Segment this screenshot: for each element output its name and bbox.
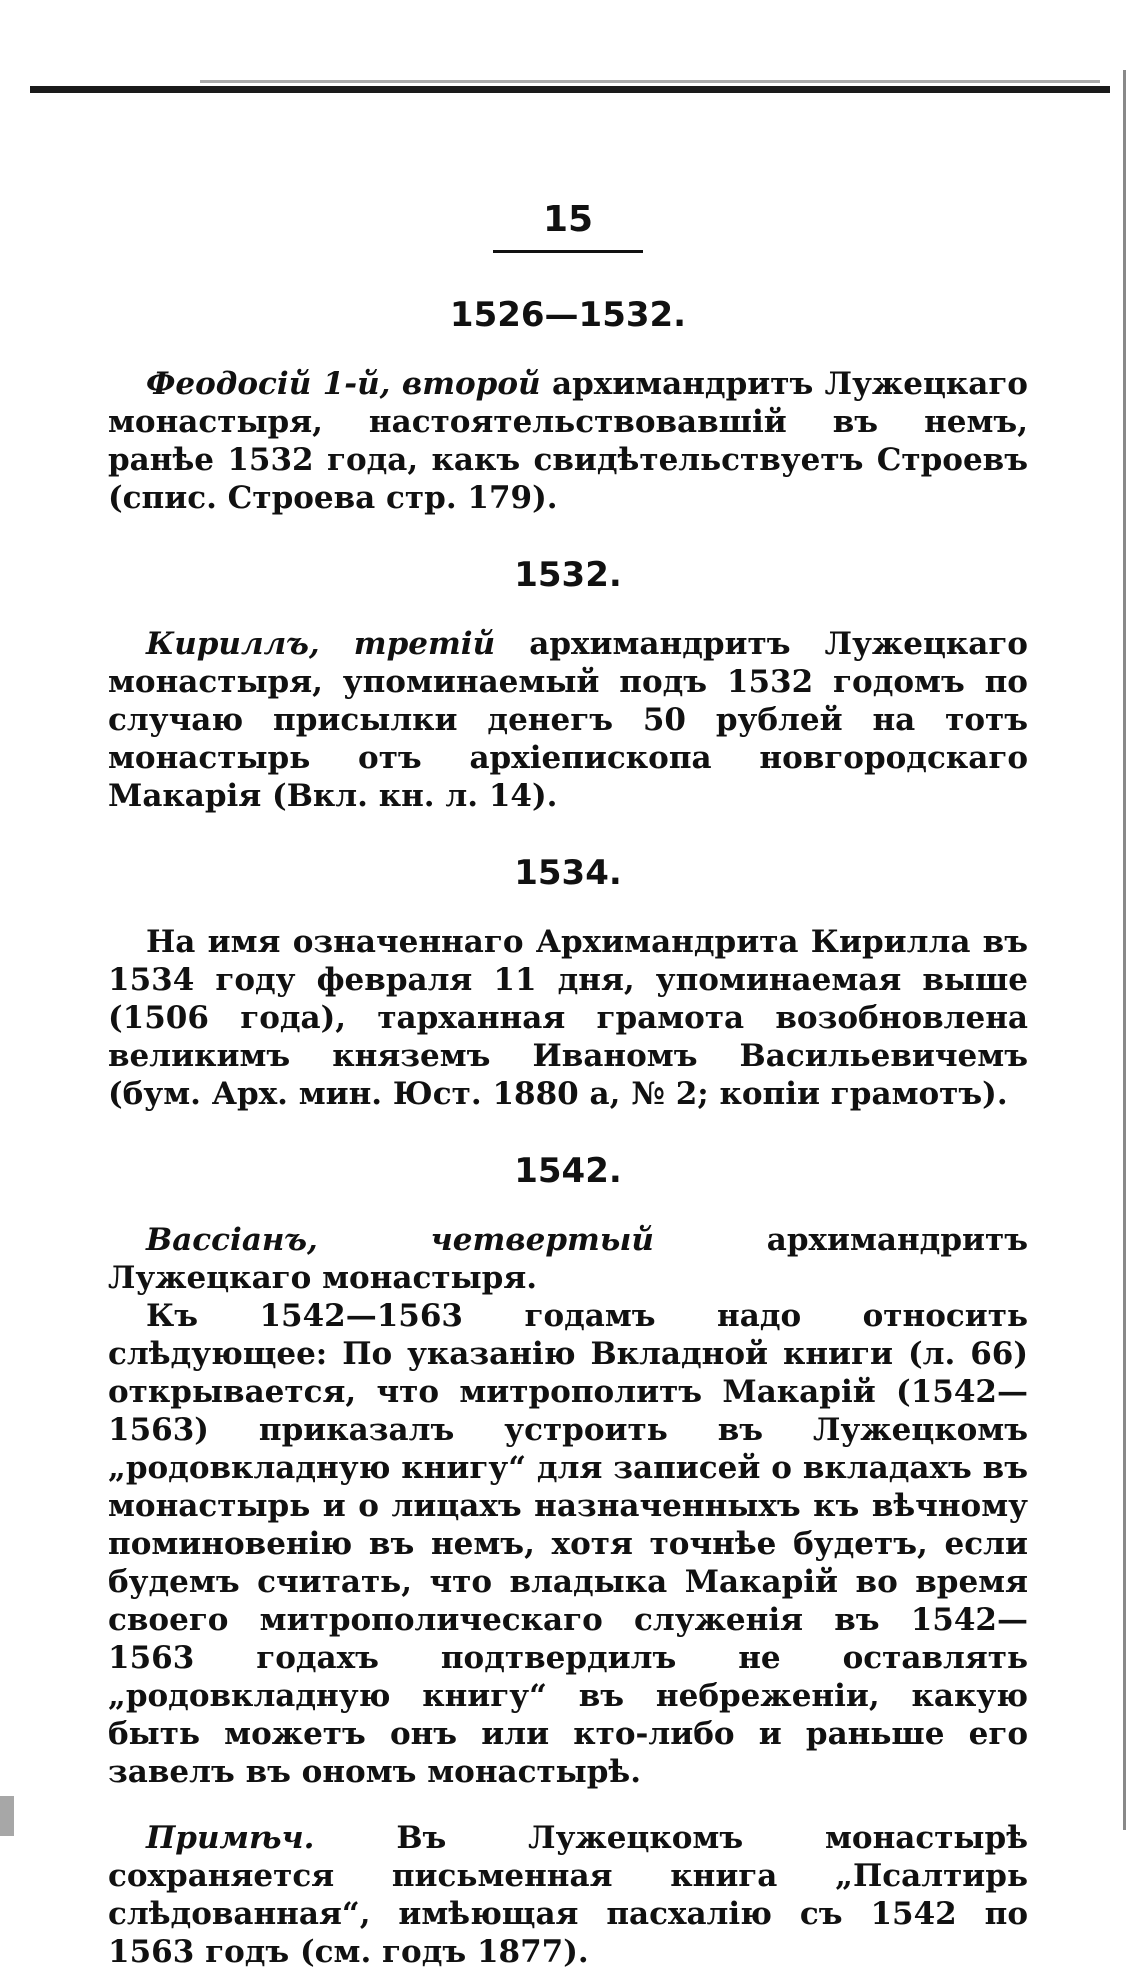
top-rule-shadow bbox=[200, 80, 1100, 83]
bottom-mark bbox=[0, 1796, 14, 1836]
paragraph-text: архимандритъ Лужецкаго монастыря. bbox=[108, 1222, 1028, 1296]
paragraph-text: архимандритъ Лужецкаго монастыря, настоятельствовавшій въ немъ, ранѣе 1532 года, какъ свидѣтельствуетъ Строевъ (спис. Строева стр. 179). bbox=[108, 366, 1028, 516]
section-1534 bbox=[108, 853, 1028, 1113]
top-rule bbox=[30, 86, 1110, 93]
person-name: Кириллъ, третій bbox=[146, 626, 496, 662]
page-content bbox=[108, 200, 1028, 1971]
section-paragraph bbox=[108, 923, 1028, 1113]
section-paragraph bbox=[108, 365, 1028, 517]
section-1532 bbox=[108, 555, 1028, 815]
footnote bbox=[108, 1819, 1028, 1971]
section-paragraph bbox=[108, 1221, 1028, 1297]
section-1526-1532 bbox=[108, 295, 1028, 517]
section-paragraph bbox=[108, 1297, 1028, 1791]
section-heading: 1532. bbox=[514, 555, 622, 595]
paragraph-text: Къ 1542—1563 годамъ надо относить слѣдующее: По указанію Вкладной книги (л. 66) открывается, что митрополитъ Макарій (1542—1563) приказалъ устроить въ Лужецкомъ „родовкладную книгу“ для записей о вкладахъ въ монастырь и о лицахъ назначенныхъ къ вѣчному поминовенію въ немъ, хотя точнѣе будетъ, если будемъ считать, что владыка Макарій во время своего митрополическаго служенія въ 1542—1563 годахъ подтвердилъ не оставлять „родовкладную книгу“ въ небреженіи, какую быть можетъ онъ или кто-либо и раньше его завелъ въ ономъ монастырѣ. bbox=[108, 1298, 1028, 1790]
section-heading: 1526—1532. bbox=[449, 295, 687, 335]
section-1542 bbox=[108, 1151, 1028, 1971]
section-heading: 1534. bbox=[514, 853, 622, 893]
note-label: Примѣч. bbox=[146, 1820, 315, 1856]
page-number: 15 bbox=[493, 200, 643, 253]
paragraph-text: На имя означеннаго Архимандрита Кирилла въ 1534 году февраля 11 дня, упоминаемая выше (1506 года), тарханная грамота возобновлена великимъ княземъ Иваномъ Васильевичемъ (бум. Арх. мин. Юст. 1880 а, № 2; копіи грамотъ). bbox=[108, 924, 1028, 1112]
note-text: Въ Лужецкомъ монастырѣ сохраняется письменная книга „Псалтирь слѣдованная“, имѣющая пасхалію съ 1542 по 1563 годъ (см. годъ 1877). bbox=[108, 1820, 1028, 1970]
paragraph-text: архимандритъ Лужецкаго монастыря, упоминаемый подъ 1532 годомъ по случаю присылки денегъ 50 рублей на тотъ монастырь отъ архіепископа новгородскаго Макарія (Вкл. кн. л. 14). bbox=[108, 626, 1028, 814]
person-name: Феодосій 1-й, второй bbox=[146, 366, 541, 402]
section-paragraph bbox=[108, 625, 1028, 815]
side-rule bbox=[1123, 70, 1126, 1830]
section-heading: 1542. bbox=[514, 1151, 622, 1191]
person-name: Вассіанъ, четвертый bbox=[146, 1222, 654, 1258]
